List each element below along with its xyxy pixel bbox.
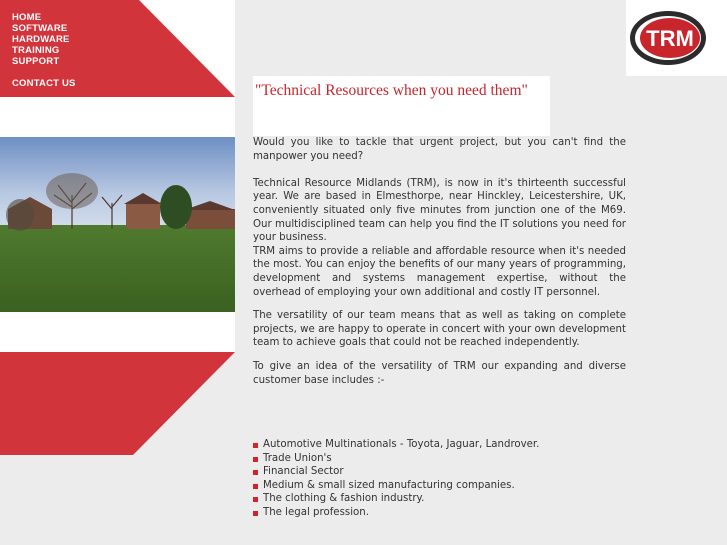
paragraph-customers-intro: To give an idea of the versatility of TRM our expanding and diverse customer base includes :- — [253, 360, 626, 386]
list-item: Trade Union's — [253, 452, 626, 466]
list-item: Financial Sector — [253, 465, 626, 479]
list-item: Medium & small sized manufacturing companies. — [253, 479, 626, 493]
logo-text: TRM — [646, 26, 694, 51]
divider-band-2 — [0, 312, 235, 352]
bullet-icon — [253, 457, 258, 462]
bullet-icon — [253, 443, 258, 448]
nav-hardware[interactable]: HARDWARE — [12, 34, 70, 45]
nav-support[interactable]: SUPPORT — [12, 56, 60, 67]
farmhouse-photo — [0, 137, 235, 312]
page-title: "Technical Resources when you need them" — [255, 82, 528, 99]
nav-software[interactable]: SOFTWARE — [12, 23, 68, 34]
main-content — [235, 0, 727, 545]
logo[interactable] — [626, 0, 727, 76]
nav-contact-us[interactable]: CONTACT US — [12, 78, 76, 89]
nav-home[interactable]: HOME — [12, 12, 42, 23]
trm-logo-icon — [626, 0, 727, 76]
heading-box — [253, 76, 550, 136]
paragraph-about: Technical Resource Midlands (TRM), is now in it's thirteenth successful year. We are based in Elmesthorpe, near Hinckley, Leicestershire, UK, conveniently situated only five minutes from junction one of the M69. Our multidisciplined team can help you find the IT solutions you need for your business. — [253, 177, 626, 244]
divider-band — [0, 97, 235, 137]
bullet-icon — [253, 497, 258, 502]
main-nav — [12, 12, 76, 89]
paragraph-aims: TRM aims to provide a reliable and affordable resource when it's needed the most. You can enjoy the benefits of our many years of programming, development and systems management expertise, without the overhead of employing your own additional and costly IT personnel. — [253, 245, 626, 298]
bullet-icon — [253, 484, 258, 489]
red-footer-shape — [0, 352, 235, 455]
nav-training[interactable]: TRAINING — [12, 45, 60, 56]
list-item: The clothing & fashion industry. — [253, 492, 626, 506]
list-item: Automotive Multinationals - Toyota, Jaguar, Landrover. — [253, 438, 626, 452]
bullet-icon — [253, 470, 258, 475]
bullet-icon — [253, 511, 258, 516]
left-column — [0, 0, 235, 545]
list-item: The legal profession. — [253, 506, 626, 520]
intro-text — [253, 136, 626, 387]
customer-list — [253, 438, 626, 520]
paragraph-versatility: The versatility of our team means that as well as taking on complete projects, we are happy to operate in concert with your own development team to achieve goals that could not be reached independently. — [253, 310, 626, 349]
paragraph-intro: Would you like to tackle that urgent project, but you can't find the manpower you need? — [253, 137, 626, 162]
